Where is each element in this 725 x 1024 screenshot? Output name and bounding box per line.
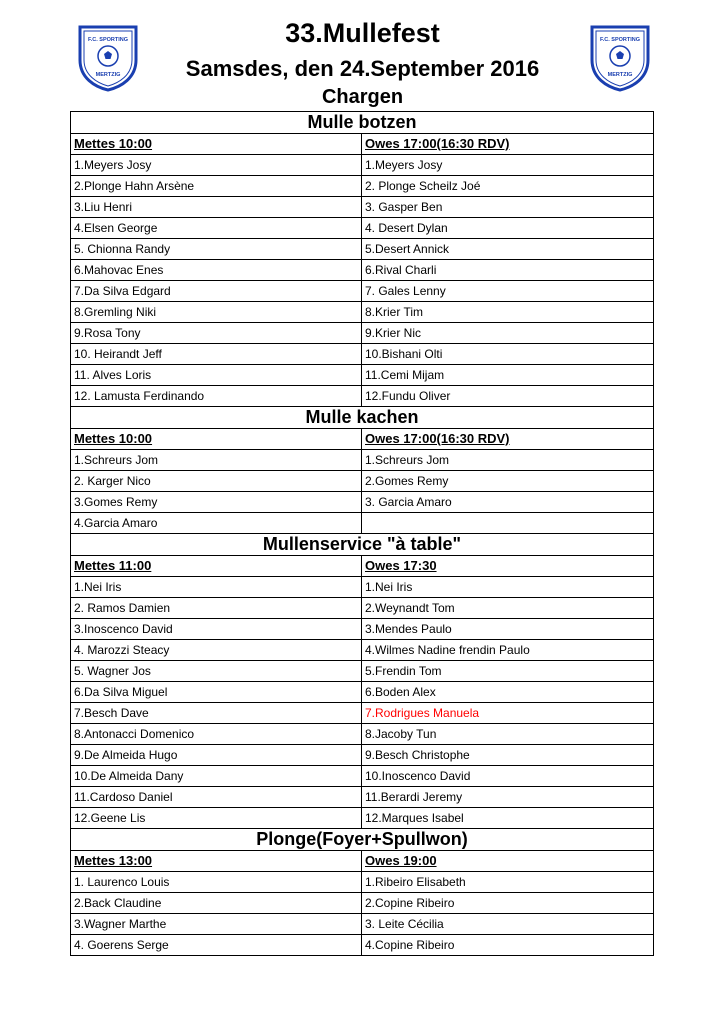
table-row bbox=[71, 281, 654, 302]
evening-shift-header: Owes 17:00(16:30 RDV) bbox=[362, 134, 654, 155]
evening-assignee-cell: 2.Weynandt Tom bbox=[362, 598, 654, 619]
table-row bbox=[71, 577, 654, 598]
evening-assignee-cell: 11.Berardi Jeremy bbox=[362, 787, 654, 808]
morning-assignee-cell: 12.Geene Lis bbox=[71, 808, 362, 829]
evening-assignee-cell: 2.Copine Ribeiro bbox=[362, 893, 654, 914]
morning-assignee-cell: 11.Cardoso Daniel bbox=[71, 787, 362, 808]
evening-assignee-cell: 1.Nei Iris bbox=[362, 577, 654, 598]
table-row bbox=[71, 787, 654, 808]
evening-assignee-cell: 4.Wilmes Nadine frendin Paulo bbox=[362, 640, 654, 661]
table-row bbox=[71, 745, 654, 766]
evening-assignee-cell: 8.Jacoby Tun bbox=[362, 724, 654, 745]
table-row bbox=[71, 914, 654, 935]
table-row bbox=[71, 323, 654, 344]
evening-assignee-cell: 1.Meyers Josy bbox=[362, 155, 654, 176]
morning-shift-header: Mettes 13:00 bbox=[71, 851, 362, 872]
evening-assignee-cell: 4. Desert Dylan bbox=[362, 218, 654, 239]
morning-assignee-cell: 10.De Almeida Dany bbox=[71, 766, 362, 787]
morning-assignee-cell: 4.Elsen George bbox=[71, 218, 362, 239]
table-row bbox=[71, 218, 654, 239]
morning-assignee-cell: 6.Da Silva Miguel bbox=[71, 682, 362, 703]
table-row bbox=[71, 260, 654, 281]
morning-assignee-cell: 1.Nei Iris bbox=[71, 577, 362, 598]
morning-assignee-cell: 2.Back Claudine bbox=[71, 893, 362, 914]
evening-assignee-cell: 12.Fundu Oliver bbox=[362, 386, 654, 407]
table-row bbox=[71, 197, 654, 218]
table-row bbox=[71, 619, 654, 640]
logo-top-text: F.C. SPORTING bbox=[599, 37, 641, 43]
evening-shift-header: Owes 17:00(16:30 RDV) bbox=[362, 429, 654, 450]
table-row bbox=[71, 450, 654, 471]
evening-assignee-cell: 3.Mendes Paulo bbox=[362, 619, 654, 640]
table-row bbox=[71, 661, 654, 682]
table-row bbox=[71, 893, 654, 914]
evening-assignee-cell: 3. Leite Cécilia bbox=[362, 914, 654, 935]
table-row bbox=[71, 808, 654, 829]
evening-assignee-cell: 9.Besch Christophe bbox=[362, 745, 654, 766]
event-date: Samsdes, den 24.September 2016 bbox=[185, 56, 540, 81]
morning-assignee-cell: 12. Lamusta Ferdinando bbox=[71, 386, 362, 407]
morning-assignee-cell: 4. Marozzi Steacy bbox=[71, 640, 362, 661]
evening-assignee-cell: 7. Gales Lenny bbox=[362, 281, 654, 302]
evening-assignee-cell bbox=[362, 513, 654, 534]
morning-assignee-cell: 2. Karger Nico bbox=[71, 471, 362, 492]
morning-assignee-cell: 5. Chionna Randy bbox=[71, 239, 362, 260]
table-row bbox=[71, 386, 654, 407]
section-title: Mulle botzen bbox=[71, 112, 654, 134]
table-row bbox=[71, 513, 654, 534]
table-row bbox=[71, 640, 654, 661]
morning-assignee-cell: 11. Alves Loris bbox=[71, 365, 362, 386]
table-row bbox=[71, 239, 654, 260]
page-subtitle: Chargen bbox=[321, 86, 404, 108]
duty-schedule-table bbox=[70, 111, 654, 956]
evening-assignee-cell: 6.Boden Alex bbox=[362, 682, 654, 703]
evening-assignee-cell: 4.Copine Ribeiro bbox=[362, 935, 654, 956]
table-row bbox=[71, 872, 654, 893]
table-row bbox=[71, 682, 654, 703]
logo-bottom-text: MERTZIG bbox=[95, 72, 121, 78]
table-row bbox=[71, 344, 654, 365]
table-row bbox=[71, 155, 654, 176]
evening-assignee-cell: 2. Plonge Scheilz Joé bbox=[362, 176, 654, 197]
morning-assignee-cell: 1.Meyers Josy bbox=[71, 155, 362, 176]
evening-shift-header: Owes 17:30 bbox=[362, 556, 654, 577]
table-row bbox=[71, 724, 654, 745]
morning-shift-header: Mettes 11:00 bbox=[71, 556, 362, 577]
evening-assignee-cell: 9.Krier Nic bbox=[362, 323, 654, 344]
table-row bbox=[71, 766, 654, 787]
morning-assignee-cell: 7.Da Silva Edgard bbox=[71, 281, 362, 302]
morning-assignee-cell: 5. Wagner Jos bbox=[71, 661, 362, 682]
morning-assignee-cell: 1. Laurenco Louis bbox=[71, 872, 362, 893]
table-row bbox=[71, 492, 654, 513]
section-title: Plonge(Foyer+Spullwon) bbox=[71, 829, 654, 851]
morning-assignee-cell: 4.Garcia Amaro bbox=[71, 513, 362, 534]
morning-assignee-cell: 9.Rosa Tony bbox=[71, 323, 362, 344]
table-row bbox=[71, 365, 654, 386]
evening-assignee-cell: 7.Rodrigues Manuela bbox=[362, 703, 654, 724]
table-row bbox=[71, 471, 654, 492]
evening-assignee-cell: 2.Gomes Remy bbox=[362, 471, 654, 492]
evening-shift-header: Owes 19:00 bbox=[362, 851, 654, 872]
evening-assignee-cell: 11.Cemi Mijam bbox=[362, 365, 654, 386]
evening-assignee-cell: 3. Gasper Ben bbox=[362, 197, 654, 218]
morning-assignee-cell: 7.Besch Dave bbox=[71, 703, 362, 724]
morning-assignee-cell: 9.De Almeida Hugo bbox=[71, 745, 362, 766]
logo-bottom-text: MERTZIG bbox=[607, 72, 633, 78]
morning-assignee-cell: 8.Antonacci Domenico bbox=[71, 724, 362, 745]
page-title: 33.Mullefest bbox=[285, 18, 440, 48]
page-header bbox=[0, 0, 725, 112]
section-title: Mulle kachen bbox=[71, 407, 654, 429]
evening-assignee-cell: 5.Frendin Tom bbox=[362, 661, 654, 682]
logo-top-text: F.C. SPORTING bbox=[87, 37, 129, 43]
morning-assignee-cell: 10. Heirandt Jeff bbox=[71, 344, 362, 365]
morning-assignee-cell: 6.Mahovac Enes bbox=[71, 260, 362, 281]
evening-assignee-cell: 10.Bishani Olti bbox=[362, 344, 654, 365]
section-title: Mullenservice "à table" bbox=[71, 534, 654, 556]
morning-shift-header: Mettes 10:00 bbox=[71, 429, 362, 450]
morning-assignee-cell: 8.Gremling Niki bbox=[71, 302, 362, 323]
morning-assignee-cell: 4. Goerens Serge bbox=[71, 935, 362, 956]
morning-assignee-cell: 3.Inoscenco David bbox=[71, 619, 362, 640]
table-row bbox=[71, 935, 654, 956]
evening-assignee-cell: 3. Garcia Amaro bbox=[362, 492, 654, 513]
evening-assignee-cell: 8.Krier Tim bbox=[362, 302, 654, 323]
morning-assignee-cell: 2. Ramos Damien bbox=[71, 598, 362, 619]
table-row bbox=[71, 302, 654, 323]
evening-assignee-cell: 6.Rival Charli bbox=[362, 260, 654, 281]
evening-assignee-cell: 10.Inoscenco David bbox=[362, 766, 654, 787]
table-row bbox=[71, 703, 654, 724]
morning-assignee-cell: 1.Schreurs Jom bbox=[71, 450, 362, 471]
evening-assignee-cell: 5.Desert Annick bbox=[362, 239, 654, 260]
morning-assignee-cell: 3.Liu Henri bbox=[71, 197, 362, 218]
evening-assignee-cell: 1.Ribeiro Elisabeth bbox=[362, 872, 654, 893]
evening-assignee-cell: 12.Marques Isabel bbox=[362, 808, 654, 829]
table-row bbox=[71, 598, 654, 619]
table-row bbox=[71, 176, 654, 197]
morning-assignee-cell: 2.Plonge Hahn Arsène bbox=[71, 176, 362, 197]
morning-shift-header: Mettes 10:00 bbox=[71, 134, 362, 155]
morning-assignee-cell: 3.Wagner Marthe bbox=[71, 914, 362, 935]
evening-assignee-cell: 1.Schreurs Jom bbox=[362, 450, 654, 471]
morning-assignee-cell: 3.Gomes Remy bbox=[71, 492, 362, 513]
